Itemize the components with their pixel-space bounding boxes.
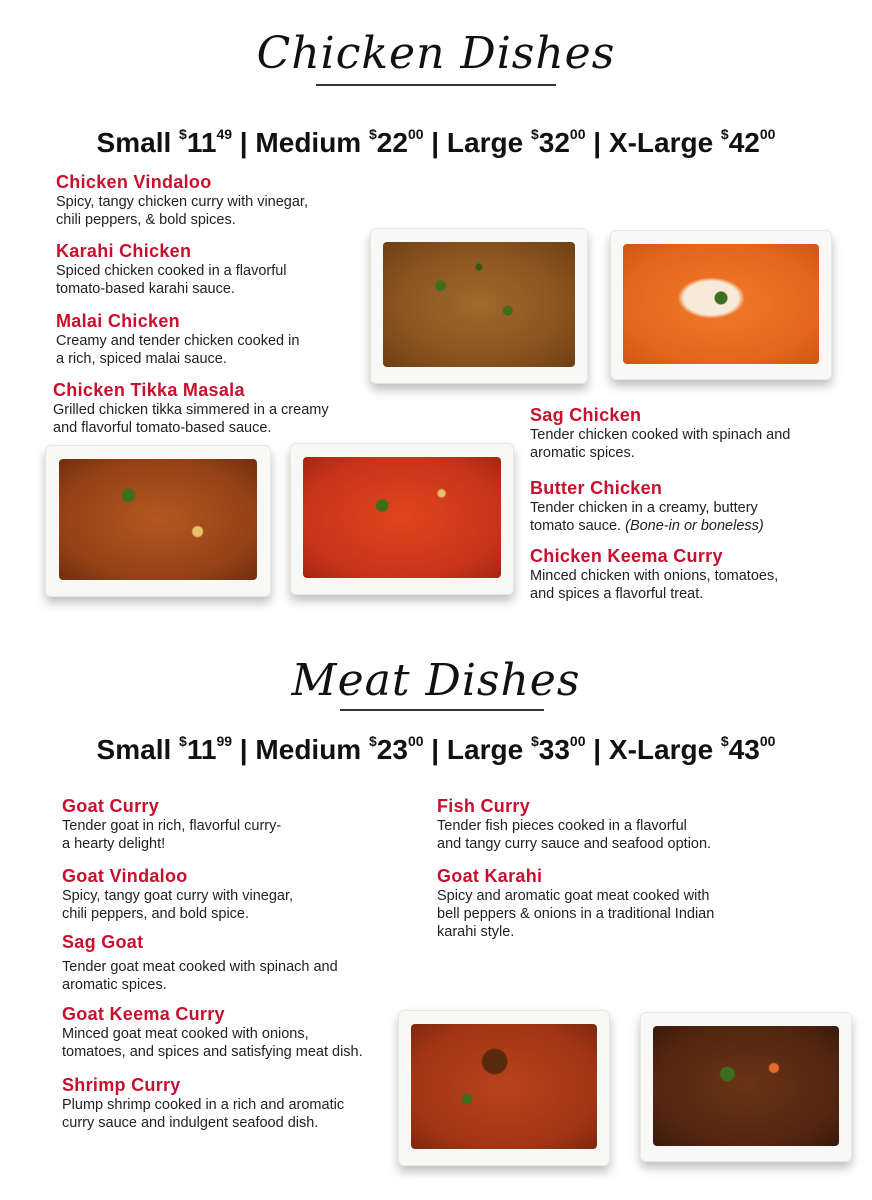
price-size-large: Large [446,127,524,158]
item-description: Tender fish pieces cooked in a flavorful and tangy curry sauce and seafood option. [437,818,712,852]
item-name: Goat Karahi [437,866,543,886]
item-description: Tender chicken cooked with spinach and aromatic spices. [530,427,791,461]
price-cents-small: 49 [216,126,233,142]
item-note: (Bone-in or boneless) [625,518,764,534]
price-cents-xlarge: 00 [759,733,776,749]
menu-item-butter-chicken [530,478,764,535]
item-name: Malai Chicken [56,311,180,331]
item-description: Spicy, tangy goat curry with vinegar, chili peppers, and bold spice. [62,888,294,922]
chicken-section-title: Chicken Dishes [256,28,616,79]
price-separator: | [593,127,602,158]
item-description: Grilled chicken tikka simmered in a creamy and flavorful tomato-based sauce. [53,402,329,436]
item-name: Goat Curry [62,796,160,816]
item-name: Chicken Tikka Masala [53,380,245,400]
price-dollars-medium: 22 [376,127,408,158]
price-separator: | [239,734,248,765]
menu-item-goat-vindaloo [62,866,293,923]
item-description: Minced goat meat cooked with onions, tomatoes, and spices and satisfying meat dish. [62,1026,363,1060]
dish-photo-tikka [45,445,271,597]
menu-item-goat-curry [62,796,281,853]
menu-item-goat-karahi [437,866,714,941]
item-name: Goat Vindaloo [62,866,188,886]
item-description: Tender goat in rich, flavorful curry- a hearty delight! [62,818,282,852]
item-description: Minced chicken with onions, tomatoes, and spices a flavorful treat. [530,568,779,602]
chicken-price-line: Small $^{\$}11^{49}$ | Medium $^{\$}22^{00}$ | Large $^{\$}32^{00}$ | X-Large $^{\$}42^{00}$ [96,126,776,158]
price-separator: | [431,127,440,158]
menu-item-malai-chicken [56,311,299,368]
item-description: Spicy and aromatic goat meat cooked with bell peppers & onions in a traditional Indian karahi style. [437,888,715,940]
item-description: Plump shrimp cooked in a rich and aromatic curry sauce and indulgent seafood dish. [62,1097,345,1131]
item-name: Butter Chicken [530,478,663,498]
item-name: Goat Keema Curry [62,1004,225,1024]
meat-title-underline [340,709,544,711]
price-dollars-small: 11 [186,127,217,158]
price-cents-xlarge: 00 [759,126,776,142]
price-cents-small: 99 [216,733,233,749]
dish-photo-curry-green [370,228,588,384]
item-name: Chicken Keema Curry [530,546,723,566]
price-dollars-large: 33 [538,734,570,765]
price-dollars-xlarge: 42 [728,127,760,158]
price-dollars-large: 32 [538,127,570,158]
dish-photo-butter-chicken [610,230,832,380]
item-name: Shrimp Curry [62,1075,181,1095]
item-name: Sag Goat [62,932,144,952]
price-cents-large: 00 [569,733,586,749]
price-dollars-xlarge: 43 [728,734,760,765]
item-description: Tender goat meat cooked with spinach and aromatic spices. [62,959,338,993]
item-name: Karahi Chicken [56,241,192,261]
price-size-xlarge: X-Large [608,127,714,158]
price-separator: | [593,734,602,765]
dish-photo-goat-karahi [640,1012,852,1162]
price-size-small: Small [96,127,172,158]
price-size-medium: Medium [255,734,362,765]
price-separator: | [239,127,248,158]
menu-item-chicken-vindaloo [56,172,308,229]
meat-price-line: Small $^{\$}11^{99}$ | Medium $^{\$}23^{00}$ | Large $^{\$}33^{00}$ | X-Large $^{\$}43^{00}$ [96,733,776,765]
item-description: Tender chicken in a creamy, buttery tomato sauce. (Bone-in or boneless) [530,500,764,534]
item-name: Chicken Vindaloo [56,172,212,192]
price-dollars-medium: 23 [376,734,408,765]
item-name: Sag Chicken [530,405,642,425]
menu-item-sag-chicken [530,405,790,462]
item-name: Fish Curry [437,796,531,816]
price-size-large: Large [446,734,524,765]
chicken-title-underline [316,84,556,86]
item-description: Spicy, tangy chicken curry with vinegar, chili peppers, & bold spices. [56,194,308,228]
price-size-xlarge: X-Large [608,734,714,765]
menu-item-goat-keema-curry [62,1004,363,1061]
price-size-small: Small [96,734,172,765]
dish-photo-goat-curry [398,1010,610,1166]
menu-item-shrimp-curry [62,1075,344,1132]
menu-item-chicken-keema-curry [530,546,778,603]
price-size-medium: Medium [255,127,362,158]
menu-item-chicken-tikka-masala [53,380,329,437]
menu-item-fish-curry [437,796,711,853]
item-description: Spiced chicken cooked in a flavorful tomato-based karahi sauce. [56,263,287,297]
menu-item-sag-goat [62,932,338,994]
price-cents-large: 00 [569,126,586,142]
meat-section-title: Meat Dishes [291,655,581,706]
dish-photo-karahi [290,443,514,595]
price-cents-medium: 00 [407,126,424,142]
price-dollars-small: 11 [186,734,217,765]
item-description: Creamy and tender chicken cooked in a rich, spiced malai sauce. [56,333,300,367]
price-separator: | [431,734,440,765]
price-cents-medium: 00 [407,733,424,749]
menu-item-karahi-chicken [56,241,287,298]
